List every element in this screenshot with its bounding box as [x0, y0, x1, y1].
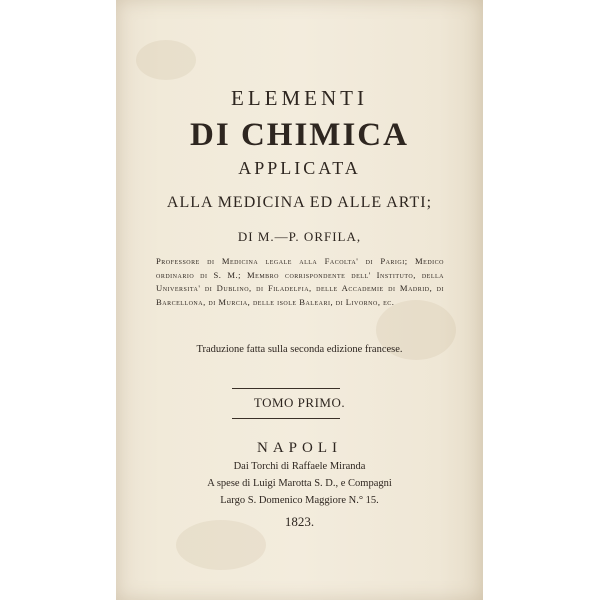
translation-note: Traduzione fatta sulla seconda edizione francese. [196, 344, 403, 355]
title-line-applicata: APPLICATA [238, 158, 361, 178]
title-line-di-chimica: DI CHIMICA [190, 117, 409, 153]
imprint-printer: Dai Torchi di Raffaele Miranda [233, 461, 366, 472]
author-line: DI M.—P. ORFILA, [237, 229, 362, 244]
author-credentials: Professore di Medicina legale alla Facolta' di Parigi; Medico ordinario di S. M.; Membro corrispondente dell' Instituto, della Universita' di Dublino, di Filadelfia, delle Accademie di Madrid, di Barcellona, di Murcia, delle isole Baleari, di Livorno, ec. [156, 256, 444, 307]
title-page [116, 0, 483, 600]
title-line-elementi: ELEMENTI [231, 86, 368, 110]
imprint-address: Largo S. Domenico Maggiore N.° 15. [220, 495, 379, 506]
subtitle-line: ALLA MEDICINA ED ALLE ARTI; [166, 194, 433, 211]
paper-stain [136, 40, 196, 80]
publication-year: 1823. [284, 514, 315, 529]
volume-label: TOMO PRIMO. [253, 395, 346, 410]
volume-rule-bottom [232, 418, 340, 419]
imprint-publisher: A spese di Luigi Marotta S. D., e Compagni [207, 478, 392, 489]
volume-rule-top [232, 388, 340, 389]
imprint-city: NAPOLI [257, 440, 342, 456]
